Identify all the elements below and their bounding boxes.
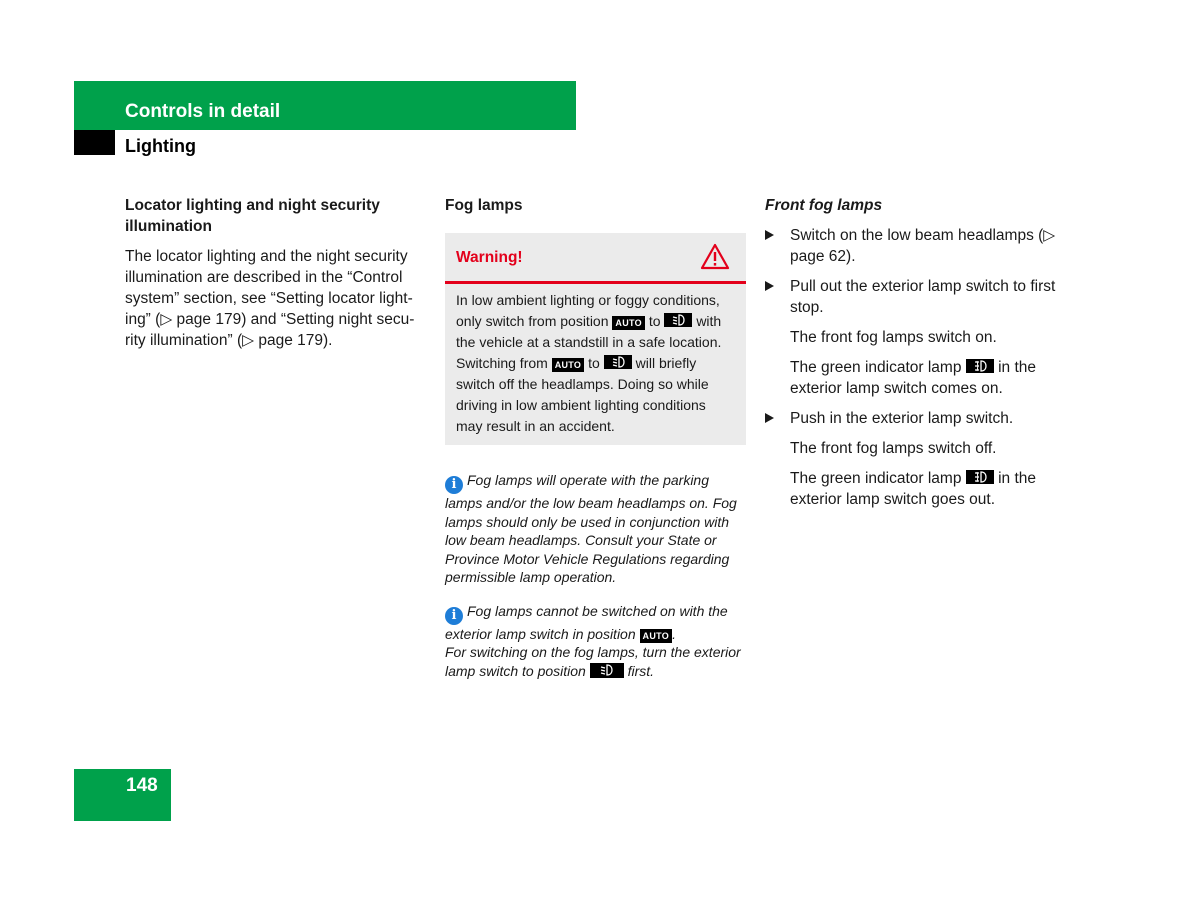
warning-box <box>445 233 746 445</box>
bullet-arrow-icon <box>765 413 774 423</box>
warning-triangle-icon <box>700 243 730 276</box>
low-beam-icon <box>664 313 692 327</box>
bullet-arrow-icon <box>765 281 774 291</box>
low-beam-icon <box>590 663 624 678</box>
step-pull-switch: Pull out the exterior lamp switch to first stop. <box>765 276 1070 318</box>
indicator-on-text: The green indicator lamp in the exterior lamp switch comes on. <box>790 359 1037 397</box>
front-fog-lamps-heading: Front fog lamps <box>765 197 883 214</box>
front-fog-lamp-icon <box>966 359 994 373</box>
subsection-title: Lighting <box>125 136 196 156</box>
result-fog-off: The front fog lamps switch off. <box>790 440 997 457</box>
auto-position-icon: AUTO <box>612 316 645 330</box>
auto-position-icon: AUTO <box>640 629 673 643</box>
result-fog-on: The front fog lamps switch on. <box>790 329 997 346</box>
step-low-beam: Switch on the low beam headlamps (▷ page 62). <box>765 225 1070 267</box>
warning-title: Warning! <box>456 249 523 266</box>
info-note-fog-operation: i Fog lamps will operate with the parking lamps and/or the low beam headlamps on. Fog lamps should only be used in conjunction with low beam headlamps. Consult your State or Province Motor Vehicle Regulations regarding permissible lamp operation. <box>445 472 737 585</box>
locator-lighting-heading: Locator lighting and night security illumination <box>125 197 380 235</box>
page-number: 148 <box>126 775 158 796</box>
section-title: Controls in detail <box>125 101 281 122</box>
low-beam-icon <box>604 355 632 369</box>
column-locator-lighting <box>125 195 430 360</box>
info-note-auto-position: i Fog lamps cannot be switched on with the exterior lamp switch in position AUTO . For switching on the fog lamps, turn the exterior lamp switch to position first. <box>445 602 741 679</box>
bullet-arrow-icon <box>765 230 774 240</box>
warning-header <box>445 233 746 284</box>
step-push-switch: Push in the exterior lamp switch. <box>765 408 1070 429</box>
info-icon: i <box>445 607 463 625</box>
indicator-off-text: The green indicator lamp in the exterior lamp switch goes out. <box>790 470 1037 508</box>
section-tab-marker <box>74 130 115 155</box>
column-front-fog-lamps <box>765 195 1070 519</box>
warning-text: In low ambient lighting or foggy conditions, only switch from position AUTO to with the vehicle at a standstill in a safe location. Switching from AUTO to will briefly switch off the headlamps. Doing so while driving in low ambient lighting conditions may result in an accident. <box>456 292 722 434</box>
fog-lamps-heading: Fog lamps <box>445 197 523 214</box>
info-icon: i <box>445 476 463 494</box>
front-fog-lamp-icon <box>966 470 994 484</box>
auto-position-icon: AUTO <box>552 358 585 372</box>
column-fog-lamps <box>445 195 746 680</box>
locator-lighting-text: The locator lighting and the night security illumination are described in the “Control system” section, see “Setting locator light-ing” (▷ page 179) and “Setting night secu-rity illumination” (▷ page 179). <box>125 248 415 349</box>
